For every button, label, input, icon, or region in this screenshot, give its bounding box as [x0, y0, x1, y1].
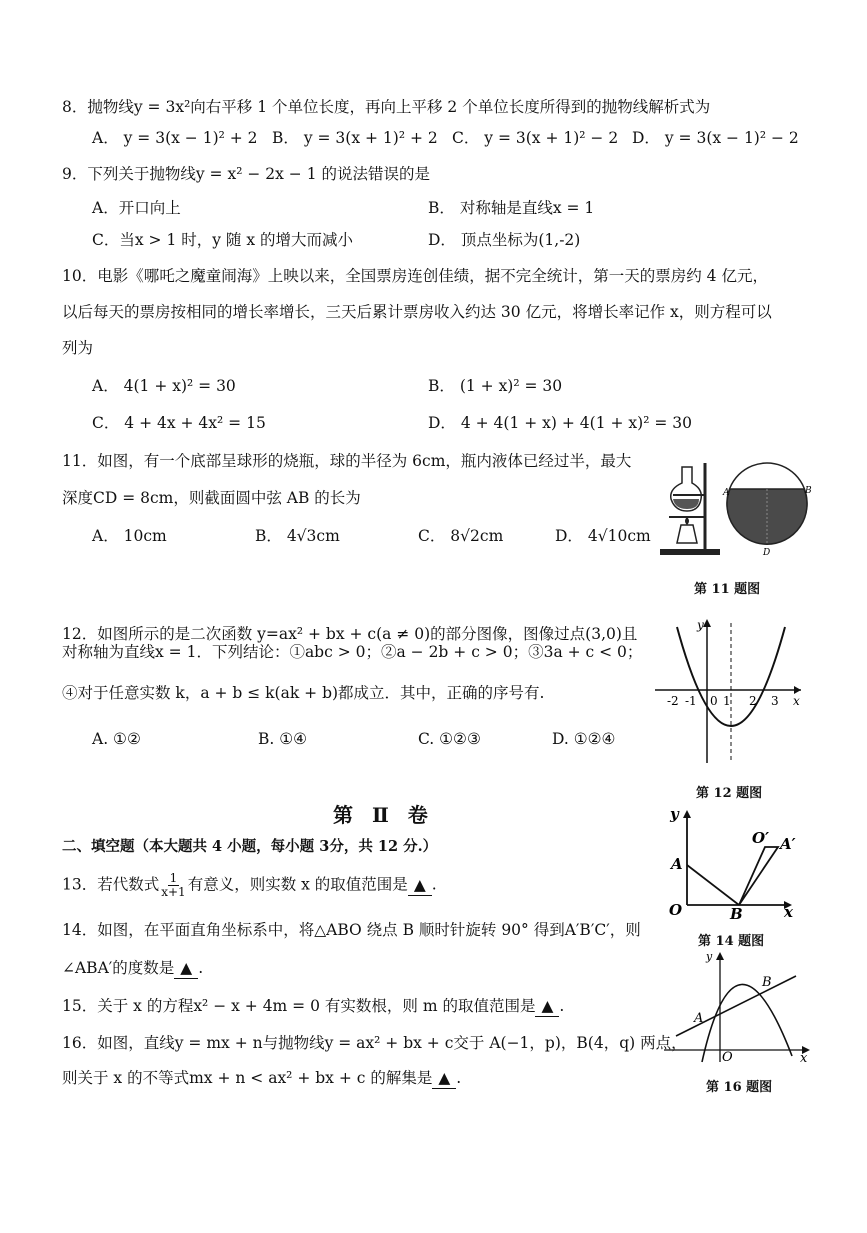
q15-end: .: [559, 997, 565, 1015]
q11-option-c: C． 8√2cm: [418, 527, 504, 545]
q13-blank: ▲: [408, 875, 432, 896]
part2-heading: 二、填空题（本大题共 4 小题，每小题 3分，共 12 分.）: [62, 838, 438, 855]
q13-fraction: [161, 872, 185, 899]
fig11-label-a: A: [723, 488, 730, 498]
q10-line1: 10．电影《哪吒之魔童闹海》上映以来，全国票房连创佳绩，据不完全统计，第一天的票房约 4 亿元，: [62, 267, 768, 285]
q14-line1: 14．如图，在平面直角坐标系中，将△ABO 绕点 B 顺时针旋转 90° 得到A′B′C′，则: [62, 921, 641, 939]
figure-11-caption: 第 11 题图: [694, 582, 761, 597]
q9-option-b: B． 对称轴是直线x = 1: [428, 199, 595, 217]
q15-text: 15．关于 x 的方程x² − x + 4m = 0 有实数根，则 m 的取值范围是: [62, 997, 536, 1015]
q16-line2: [62, 1068, 461, 1089]
fig14-label-x: x: [784, 903, 793, 921]
q8-option-d: D． y = 3(x − 1)² − 2: [632, 129, 799, 147]
fig16-label-x: x: [800, 1051, 808, 1066]
figure-16-caption: 第 16 题图: [706, 1080, 773, 1095]
q16-blank: ▲: [432, 1068, 456, 1089]
q10-option-c: C． 4 + 4x + 4x² = 15: [92, 414, 266, 432]
figure-14: [660, 805, 800, 923]
fig14-label-o: O: [669, 901, 683, 919]
q12-option-c: C. ①②③: [418, 730, 481, 748]
q14-line2: [62, 958, 203, 979]
q12-option-d: D. ①②④: [552, 730, 616, 748]
fig12-tick-3: 3: [771, 694, 779, 708]
q10-option-a: A． 4(1 + x)² = 30: [92, 377, 236, 395]
figure-12-caption: 第 12 题图: [696, 786, 763, 801]
fig12-tick-1: 1: [723, 694, 731, 708]
q10-line2: 以后每天的票房按相同的增长率增长，三天后累计票房收入约达 30 亿元，将增长率记作 x，则方程可以: [62, 303, 772, 321]
fig14-label-o-prime: O′: [752, 829, 770, 847]
figure-11: [655, 455, 815, 565]
fig14-label-a: A: [671, 855, 683, 873]
q8-option-a: A． y = 3(x − 1)² + 2: [92, 129, 258, 147]
fig16-label-b: B: [762, 975, 772, 990]
fig12-tick-neg1: -1: [685, 694, 697, 708]
q12-line3: ④对于任意实数 k，a + b ≤ k(ak + b)都成立．其中，正确的序号有.: [62, 684, 545, 702]
q10-option-d: D． 4 + 4(1 + x) + 4(1 + x)² = 30: [428, 414, 692, 432]
fig12-tick-neg2: -2: [667, 694, 679, 708]
q13-numerator: 1: [169, 871, 178, 885]
q9-stem: 9．下列关于抛物线y = x² − 2x − 1 的说法错误的是: [62, 165, 430, 183]
q10-line3: 列为: [62, 339, 94, 357]
fig12-tick-0: 0: [710, 694, 718, 708]
q11-option-d: D． 4√10cm: [555, 527, 651, 545]
q9-option-c: C．当x > 1 时，y 随 x 的增大而减小: [92, 231, 354, 249]
q12-line1: 12．如图所示的是二次函数 y=ax² + bx + c(a ≠ 0)的部分图像，图像过点(3,0)且: [62, 625, 638, 643]
q11-line2: 深度CD = 8cm，则截面圆中弦 AB 的长为: [62, 489, 361, 507]
figure-12: [655, 615, 805, 765]
q14-blank: ▲: [174, 958, 198, 979]
q9-option-d: D． 顶点坐标为(1,-2): [428, 231, 581, 249]
q11-option-a: A． 10cm: [92, 527, 167, 545]
q15: [62, 996, 564, 1017]
q16-end: .: [456, 1069, 462, 1087]
q12-option-b: B. ①④: [258, 730, 308, 748]
q12-option-a: A. ①②: [92, 730, 141, 748]
q16-line2-text: 则关于 x 的不等式mx + n < ax² + bx + c 的解集是: [62, 1069, 433, 1087]
q9-option-a: A．开口向上: [92, 199, 181, 217]
fig14-label-y: y: [670, 805, 679, 823]
q8-option-b: B． y = 3(x + 1)² + 2: [272, 129, 438, 147]
q14-line2-text: ∠ABA′的度数是: [62, 959, 175, 977]
q11-option-b: B． 4√3cm: [255, 527, 340, 545]
q13: [62, 872, 437, 899]
q12-line2: 对称轴为直线x = 1．下列结论：①abc > 0；②a − 2b + c > 0；③3a + c < 0；: [62, 643, 643, 661]
q13-end: .: [431, 875, 437, 894]
q14-end: .: [198, 959, 204, 977]
q8-option-c: C． y = 3(x + 1)² − 2: [452, 129, 619, 147]
fig16-label-o: O: [722, 1050, 733, 1065]
q13-post: 有意义，则实数 x 的取值范围是: [187, 875, 408, 894]
figure-14-caption: 第 14 题图: [698, 934, 765, 949]
fig11-label-d: D: [763, 548, 771, 558]
fig12-tick-2: 2: [749, 694, 757, 708]
q11-line1: 11．如图，有一个底部呈球形的烧瓶，球的半径为 6cm，瓶内液体已经过半，最大: [62, 452, 632, 470]
fig16-label-y: y: [706, 950, 713, 963]
q10-option-b: B． (1 + x)² = 30: [428, 377, 563, 395]
q13-pre: 13．若代数式: [62, 875, 160, 894]
fig14-label-a-prime: A′: [780, 835, 796, 853]
fig11-label-b: B: [805, 486, 812, 496]
q16-line1: 16．如图，直线y = mx + n与抛物线y = ax² + bx + c交于 A(−1，p)，B(4，q) 两点，: [62, 1034, 687, 1052]
fig14-label-b: B: [730, 905, 743, 923]
figure-16: [664, 950, 814, 1065]
fig12-axis-x: x: [793, 694, 800, 708]
q8-stem: 8．抛物线y = 3x²向右平移 1 个单位长度，再向上平移 2 个单位长度所得到的抛物线解析式为: [62, 98, 711, 116]
fig16-label-a: A: [694, 1011, 704, 1026]
q15-blank: ▲: [535, 996, 559, 1017]
q13-denominator: x+1: [161, 885, 186, 899]
fig12-axis-y: y: [697, 618, 704, 632]
section-ii-title: 第 Ⅱ 卷: [333, 803, 434, 827]
